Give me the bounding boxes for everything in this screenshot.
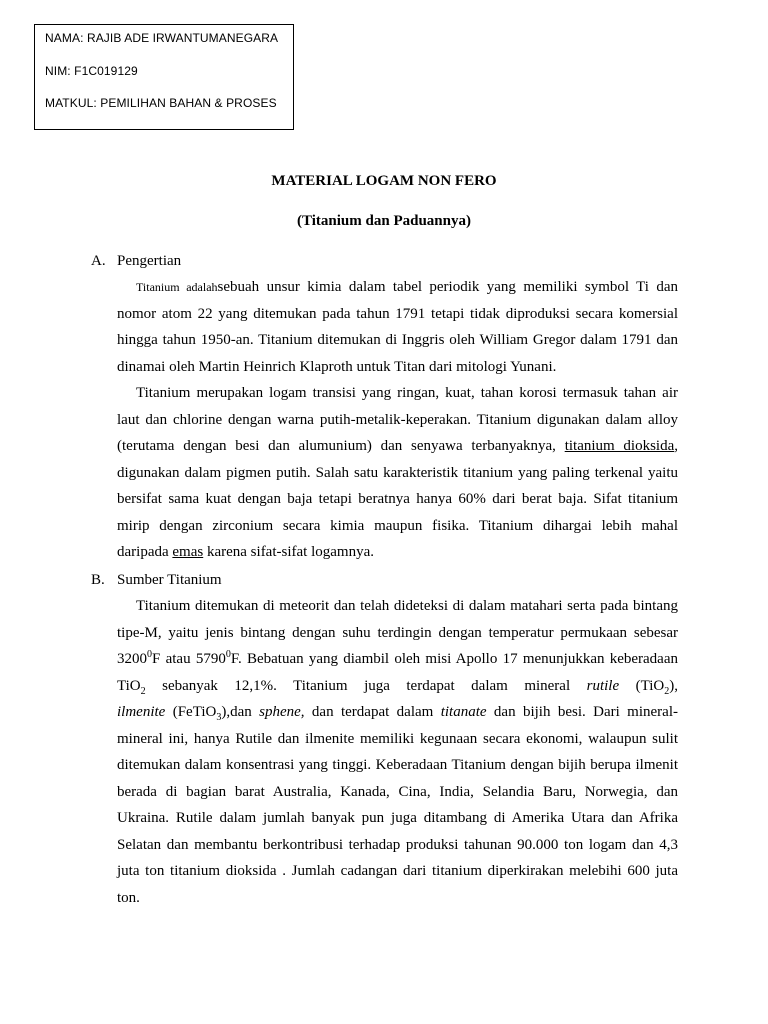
text-line: ditemukan dalam konsentrasi yang tinggi. Keberadaan Titanium dengan bijih berupa ilmenit [117,757,678,773]
text-line: mirip dengan zirconium secara kimia maupun fisika. Titanium dihargai lebih mahal [117,517,678,534]
text-line: Titanium merupakan logam transisi yang ringan, kuat, tahan korosi termasuk tahan air [136,385,678,401]
emas-link[interactable]: emas [172,544,204,560]
text-line: digunakan dalam pigmen putih. Salah satu karakteristik titanium yang paling terkenal yaitu [117,464,678,481]
section-a-paragraph-2 [117,380,678,566]
section-a-letter: A. [91,253,106,269]
text-line: 3200$^0$F atau 5790$^0$F. Bebatuan yang diambil oleh misi Apollo 17 menunjukkan keberadaan [117,649,679,667]
text-line: berada di bagian barat Australia, Kanada, Cina, India, Selandia Baru, Norwegia, dan [117,783,678,800]
titanium-dioksida-link[interactable]: titanium dioksida [564,438,675,454]
section-a-title: Pengertian [117,253,182,269]
text-line: hingga tahun 1950-an. Titanium ditemukan di Inggris oleh William Gregor dalam 1791 dan [117,332,678,348]
text-line: juta ton titanium dioksida . Jumlah cadangan dari titanium diperkirakan melebihi 600 juta [117,863,678,879]
text-line: tipe-M, yaitu jenis bintang dengan suhu terdingin dengan temperatur permukaan sebesar [117,624,678,641]
document-subtitle: (Titanium dan Paduannya) [297,213,471,229]
section-b-heading [91,572,222,589]
text-line: Titanium adalahsebuah unsur kimia dalam tabel periodik yang memiliki symbol Ti dan [136,279,678,295]
course-name: MATKUL: PEMILIHAN BAHAN & PROSES [45,96,277,110]
section-b-title: Sumber Titanium [117,572,222,588]
text-line: mineral ini, hanya Rutile dan ilmenite memiliki kegunaan secara ekonomi, walaupun sulit [117,730,678,747]
text-line: Titanium ditemukan di meteorit dan telah dideteksi di dalam matahari serta pada bintang [136,598,678,614]
text-line: bersifat sama kuat dengan baja tetapi beratnya hanya 60% dari berat baja. Sifat titanium [117,491,678,507]
text-line: ilmenite (FeTiO$_3$),dan sphene, dan terdapat dalam titanate dan bijih besi. Dari mineral- [117,704,678,723]
text-line: Selatan dan membantu berkontribusi terhadap produksi tahunan 90.000 ton logam dan 4,3 [117,836,678,853]
section-a-heading [91,253,181,270]
text-line: dinamai oleh Martin Heinrich Klaproth untuk Titan dari mitologi Yunani. [117,358,557,375]
document-title: MATERIAL LOGAM NON FERO [271,173,497,189]
text-line: TiO$_2$ sebanyak 12,1%. Titanium juga terdapat dalam mineral rutile (TiO$_2$), [117,677,678,697]
text-line: daripada emas karena sifat-sifat logamnya. [117,544,374,560]
section-b-letter: B. [91,572,105,588]
student-nim: NIM: F1C019129 [45,64,138,78]
text-line: Ukraina. Rutile dalam jumlah banyak pun juga ditambang di Amerika Utara dan Afrika [117,810,678,826]
student-name: NAMA: RAJIB ADE IRWANTUMANEGARA [45,31,279,45]
student-info-box [34,24,294,130]
text-line: nomor atom 22 yang ditemukan pada tahun 1791 tetapi tidak diproduksi secara komersial [117,305,678,322]
section-b-paragraph-1 [117,593,678,911]
text-line: laut dan chlorine dengan warna putih-metalik-keperakan. Titanium digunakan dalam alloy [117,411,678,428]
section-a-paragraph-1 [117,274,678,380]
text-line: (terutama dengan besi dan alumunium) dan senyawa terbanyaknya, titanium dioksida, [117,438,679,454]
text-line: ton. [117,889,140,906]
